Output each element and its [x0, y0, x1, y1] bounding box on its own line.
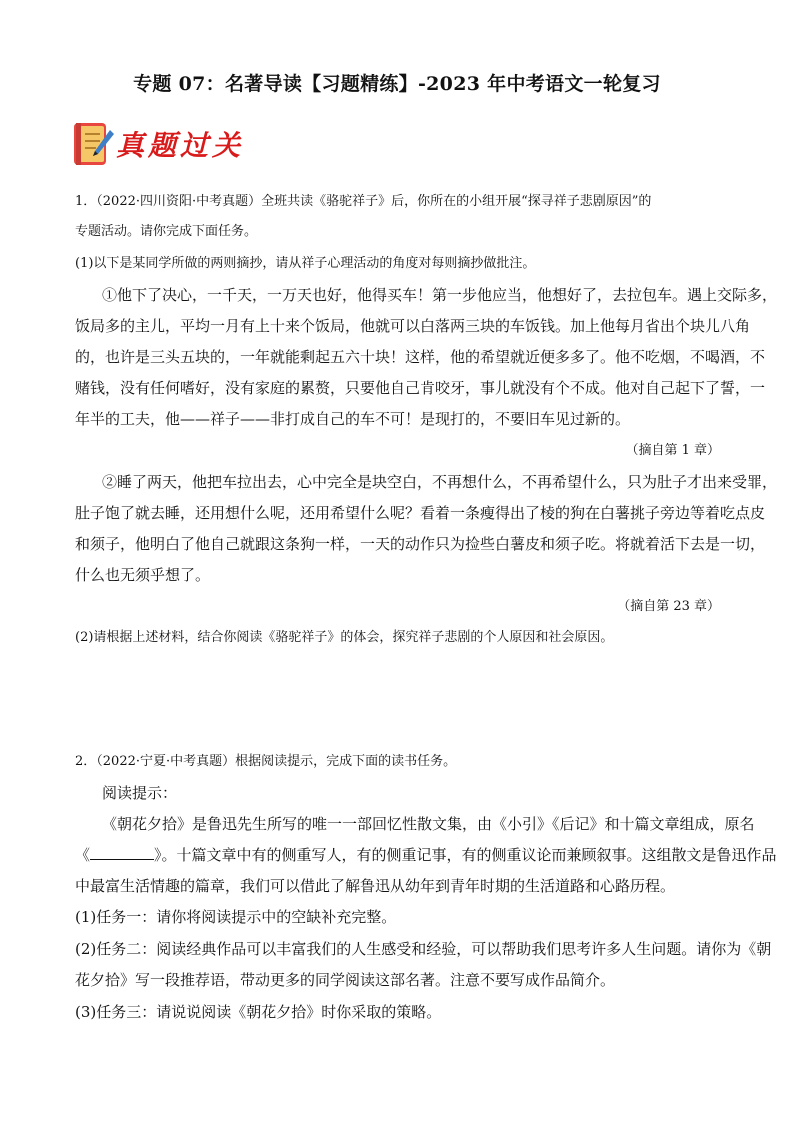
q1-heading: 1．（2022·四川资阳·中考真题）全班共读《骆驼祥子》后，你所在的小组开展“探寻祥子悲剧原因”的	[75, 194, 652, 209]
blank-close-text: 》。十篇文章中有的侧重写人，有的侧重记事，有的侧重议论而兼顾叙事。这组散文是鲁迅作品	[154, 846, 777, 864]
section-banner	[72, 120, 272, 170]
excerpt-1-line: 的，也许是三头五块的，一年就能剩起五六十块！这样，他的希望就近便多多了。他不吃烟，不喝酒，不	[75, 348, 766, 366]
excerpt-1-line: 年半的工夫，他——祥子——非打成自己的车不可！是现打的，不要旧车见过新的。	[75, 410, 631, 428]
q2-heading: 2．（2022·宁夏·中考真题）根据阅读提示，完成下面的读书任务。	[75, 754, 457, 769]
reading-hint-label: 阅读提示：	[102, 784, 178, 802]
excerpt-1-source: （摘自第 1 章）	[625, 443, 720, 458]
page-title: 专题 07：名著导读【习题精练】-2023 年中考语文一轮复习	[133, 73, 661, 95]
reading-hint-line-with-blank	[75, 845, 777, 865]
excerpt-1-line: 饭局多的主儿，平均一月有上十来个饭局，他就可以白落两三块的车饭钱。加上他每月省出个块儿八角	[75, 317, 751, 335]
excerpt-2-line: 肚子饱了就去睡，还用想什么呢，还用希望什么呢？看着一条瘦得出了棱的狗在白薯挑子旁边等着吃点皮	[75, 504, 766, 522]
q1-heading-cont: 专题活动。请你完成下面任务。	[75, 224, 258, 239]
q2-task-2-cont: 花夕拾》写一段推荐语，带动更多的同学阅读这部名著。注意不要写成作品简介。	[75, 971, 616, 989]
banner-label: 真题过关	[116, 129, 245, 162]
excerpt-1-line: ①他下了决心，一千天，一万天也好，他得买车！第一步他应当，他想好了，去拉包车。遇上交际多，	[102, 286, 778, 304]
fill-in-blank[interactable]	[90, 845, 154, 860]
excerpt-1-line: 赌钱，没有任何嗜好，没有家庭的累赘，只要他自己肯咬牙，事儿就没有个不成。他对自己起下了誓，一	[75, 379, 766, 397]
q2-task-3: (3)任务三：请说说阅读《朝花夕拾》时你采取的策略。	[75, 1003, 442, 1021]
notebook-pen-icon	[72, 120, 116, 170]
reading-hint-line: 中最富生活情趣的篇章，我们可以借此了解鲁迅从幼年到青年时期的生活道路和心路历程。	[75, 877, 676, 895]
reading-hint-line: 《朝花夕拾》是鲁迅先生所写的唯一一部回忆性散文集，由《小引》《后记》和十篇文章组成，原名	[102, 815, 755, 833]
excerpt-2-line: ②睡了两天，他把车拉出去，心中完全是块空白，不再想什么，不再希望什么，只为肚子才出来受罪，	[102, 473, 778, 491]
q2-task-1: (1)任务一：请你将阅读提示中的空缺补充完整。	[75, 908, 397, 926]
excerpt-2-source: （摘自第 23 章）	[617, 599, 720, 614]
q1-subquestion-2: (2)请根据上述材料，结合你阅读《骆驼祥子》的体会，探究祥子悲剧的个人原因和社会原因。	[75, 630, 614, 645]
excerpt-2-line: 什么也无须乎想了。	[75, 566, 211, 584]
excerpt-2-line: 和须子，他明白了他自己就跟这条狗一样，一天的动作只为捡些白薯皮和须子吃。将就着活下去是一切，	[75, 535, 766, 553]
blank-open-quote: 《	[75, 846, 91, 864]
q2-task-2: (2)任务二：阅读经典作品可以丰富我们的人生感受和经验，可以帮助我们思考许多人生问题。请你为《朝	[75, 940, 772, 958]
q1-subquestion-1: (1)以下是某同学所做的两则摘抄，请从祥子心理活动的角度对每则摘抄做批注。	[75, 256, 536, 271]
